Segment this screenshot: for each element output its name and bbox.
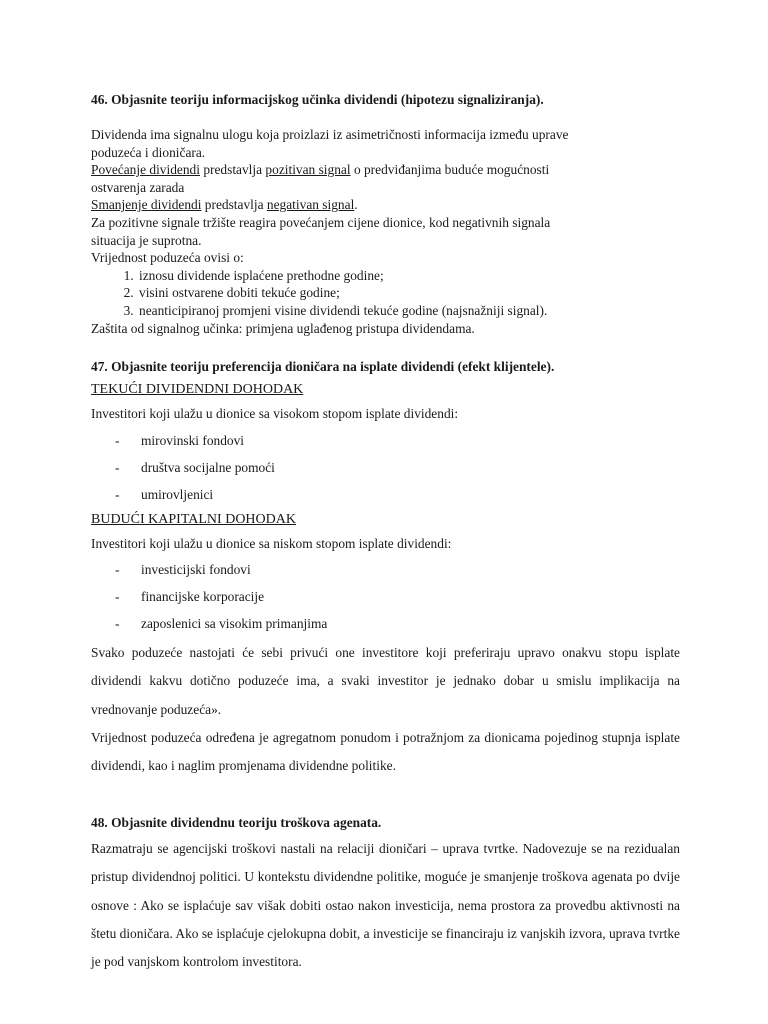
q46-increase-line-2: ostvarenja zarada <box>91 179 185 195</box>
list-item-text: mirovinski fondovi <box>141 432 245 448</box>
list-item <box>91 610 680 637</box>
dash-bullet: - <box>115 589 120 605</box>
q46-intro-line-1: Dividenda ima signalnu ulogu koja proizlazi iz asimetričnosti informacija između uprave <box>91 127 569 142</box>
text-run: o predviđanjima buduće mogućnosti <box>350 162 550 178</box>
dash-bullet: - <box>115 562 120 578</box>
q46-market-line-2: situacija je suprotna. <box>91 232 202 248</box>
list-item <box>91 556 680 583</box>
sec1-intro: Investitori koji ulažu u dionice sa visokom stopom isplate dividendi: <box>91 406 459 421</box>
underlined-term: Smanjenje dividendi <box>91 197 202 213</box>
question-47-title: 47. Objasnite teoriju preferencija dioničara na isplate dividendi (efekt klijentele). <box>91 359 555 374</box>
spacer <box>91 398 680 405</box>
list-item-text: financijske korporacije <box>141 589 265 605</box>
q46-protection: Zaštita od signalnog učinka: primjena uglađenog pristupa dividendama. <box>91 320 475 336</box>
sec2-dash-list <box>91 556 680 637</box>
sec1-dash-list <box>91 427 680 508</box>
underlined-term: negativan signal <box>266 197 355 213</box>
underlined-term: Povećanje dividendi <box>91 162 200 178</box>
question-48-title: 48. Objasnite dividendnu teoriju troškova agenata. <box>91 815 382 830</box>
question-48 <box>91 815 680 976</box>
list-item-text: investicijski fondovi <box>141 562 251 578</box>
list-item-text: zaposlenici sa visokim primanjima <box>141 616 328 632</box>
underlined-term: pozitivan signal <box>265 162 351 178</box>
list-item-text: društva socijalne pomoći <box>141 459 275 475</box>
q46-decrease-line <box>91 196 680 214</box>
q46-intro-line-2: poduzeća i dioničara. <box>91 144 206 160</box>
question-47 <box>91 359 680 781</box>
dash-bullet: - <box>115 459 120 475</box>
spacer <box>91 108 680 126</box>
dash-bullet: - <box>115 432 120 448</box>
text-run: predstavlja <box>199 162 266 178</box>
list-item: 1. iznosu dividende isplaćene prethodne godine; <box>137 267 680 285</box>
spacer <box>91 375 680 382</box>
section-heading-current-income: TEKUĆI DIVIDENDNI DOHODAK <box>91 382 304 397</box>
list-item: 3. neanticipiranoj promjeni visine dividendi tekuće godine (najsnažniji signal). <box>137 302 680 320</box>
q46-market-line-1: Za pozitivne signale tržište reagira povećanjem cijene dionice, kod negativnih signala <box>91 214 551 230</box>
sec2-intro: Investitori koji ulažu u dionice sa niskom stopom isplate dividendi: <box>91 535 452 551</box>
q46-numbered-list <box>91 267 680 320</box>
q48-paragraph: Razmatraju se agencijski troškovi nastali na relaciji dioničari – uprava tvrtke. Nadovezuje se na rezidualan pristup dividendnoj politici. U kontekstu dividendne politike, moguće je smanjenje troškova agenata po dvije osnove : Ako se isplaćuje sav višak dobiti ostao nakon investicija, nema prostora za provedbu aktivnosti na štetu dioničara. Ako se isplaćuje cjelokupna dobit, a investicije se financiraju iz vanjskih izvora, uprava tvrtke je pod vanjskom kontrolom investitora. <box>91 841 680 970</box>
section-heading-future-capital-income: BUDUĆI KAPITALNI DOHODAK <box>91 511 296 527</box>
list-item <box>91 427 680 454</box>
text-run: . <box>354 197 358 213</box>
list-item <box>91 454 680 481</box>
q46-increase-line <box>91 161 680 179</box>
dash-bullet: - <box>115 486 120 502</box>
spacer <box>91 528 680 535</box>
q47-paragraph-2: Vrijednost poduzeća određena je agregatnom ponudom i potražnjom za dionicama pojedinog stupnja isplate dividendi, kao i naglim promjenama dividendne politike. <box>91 730 680 774</box>
dash-bullet: - <box>115 616 120 632</box>
list-item-text: umirovljenici <box>141 486 214 502</box>
q47-paragraph-1: Svako poduzeće nastojati će sebi privući one investitore koji preferiraju upravo onakvu stopu isplate dividendi kakvu dotično poduzeće ima, a svaki investitor je jednako dobar u smislu implikacija na vrednovanje poduzeća». <box>91 645 680 717</box>
question-46-title: 46. Objasnite teoriju informacijskog učinka dividendi (hipotezu signaliziranja). <box>91 92 544 107</box>
question-46 <box>91 92 680 337</box>
text-run: predstavlja <box>201 197 267 213</box>
list-item <box>91 583 680 610</box>
list-item <box>91 481 680 508</box>
q46-value-intro: Vrijednost poduzeća ovisi o: <box>91 250 244 266</box>
list-item: 2. visini ostvarene dobiti tekuće godine; <box>137 284 680 302</box>
